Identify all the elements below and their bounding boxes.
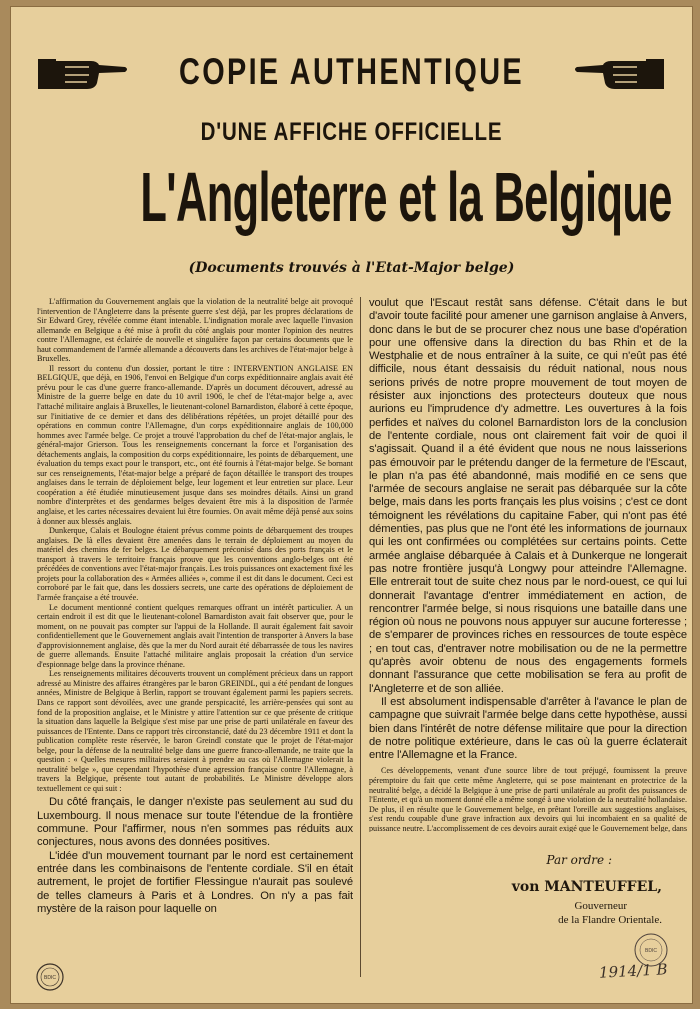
paragraph: Les renseignements militaires découverts trouvent un complément précieux dans un rapport adressé au Ministre des affaires étrangères par le baron GREINDL, qui a été pendant de longues années, Ministre de Belgique à Berlin, rapport se trouvant également parmi les papiers secrets. Dans ce rapport sont dévoilées, avec une grande perspicacité, les arrière-pensées qui sont au fond de la proposition anglaise, et le Ministre y attire l'attention sur ce que présente de critique la situation dans laquelle la Belgique s'est mise par une prise de parti unilatérale en faveur des puissances de l'Entente. Dans ce rapport très circonstancié, daté du 23 décembre 1911 et dont la publication complète reste réservée, le baron Greindl constate que le projet de l'état-major belge, pour la défense de la neutralité belge dans une guerre franco-allemande, ne traite que la question : « Quelles mesures militaires seraient à prendre au cas où l'Allemagne violerait la neutralité belge », que cependant l'hypothèse d'une agression française contre l'Allemagne, à travers la Belgique, présente tout autant de probabilités. Le Ministre développe alors textuellement ce qui suit :	[37, 669, 353, 793]
paragraph: Il ressort du contenu d'un dossier, portant le titre : INTERVENTION ANGLAISE EN BELGIQUE, que déjà, en 1906, l'envoi en Belgique d'un corps expéditionnaire anglais avait été prévu pour le cas d'une guerre franco-allemande. D'après un document découvert, adressé au Ministre de la guerre belge en date du 10 avril 1906, le chef de l'état-major belge a, avec l'attaché militaire anglais à Bruxelles, le lieutenant-colonel Barnardiston, élaboré à cette époque, sur l'initiative de ce dernier et dans des délibérations répétées, un projet détaillé pour des opérations en commun contre l'Allemagne, d'un corps expéditionnaire anglais de 100,000 hommes avec l'armée belge. Ce projet a trouvé l'approbation du chef de l'état-major anglais, le général-major Grierson. Tous les renseignements concernant la force et l'organisation des détachements anglais, la composition du corps expéditionnaire, les points de débarquement, une évaluation du temps exact pour le transport, etc., ont été fournis à l'état-major belge. Se bornant sur ces renseignements, l'état-major belge a préparé de façon détaillée le transport des troupes anglaises dans le terrain de déploiement belge, leur logement et leur entretien sur place. Leur coopération a été étudiée minutieusement jusque dans ses moindres détails. Ainsi un grand nombre d'interprètes et des gendarmes belges devaient être mis à la disposition de l'armée anglaise, et les cartes nécessaires devaient lui être fournies. On avait même déjà pensé aux soins à donner aux blessés anglais.	[37, 363, 353, 526]
quoted-paragraph: Il est absolument indispensable d'arrêter à l'avance le plan de campagne que suivrait l'armée belge dans cette hypothèse, aussi bien dans l'intérêt de notre défense militaire que pour la direction de notre politique extérieure, dans le cas où la guerre éclaterait entre l'Allemagne et la France.	[369, 695, 687, 762]
quoted-paragraph: L'idée d'un mouvement tournant par le nord est certainement entrée dans les combinaisons de l'entente cordiale. S'il en était autrement, le projet de fortifier Flessingue n'aurait pas soulevé de telles clameurs à Paris et à Londres. On n'y a pas fait mystère de la raison pour laquelle on	[37, 849, 353, 915]
heading-copie-authentique: COPIE AUTHENTIQUE	[179, 51, 524, 92]
stamp-left-label: BDIC	[44, 975, 56, 981]
archive-handwritten-number: 1914/1 B	[598, 960, 668, 982]
signature-title: Gouverneur	[574, 900, 627, 912]
main-title: L'Angleterre et la Belgique	[140, 158, 672, 236]
signature-order: Par ordre :	[546, 853, 612, 867]
poster	[11, 7, 692, 1003]
heading-affiche-officielle: D'UNE AFFICHE OFFICIELLE	[200, 118, 503, 146]
right-column	[369, 297, 687, 832]
paragraph: Le document mentionné contient quelques remarques offrant un intérêt particulier. A un certain endroit il est dit que le lieutenant-colonel Barnardiston avait fait observer que, pour le moment, on ne pouvait pas compter sur l'appui de la Hollande. Il aurait également fait savoir confidentiellement que le Gouvernement anglais avait l'intention de transporter à Anvers la base d'approvisionnement anglaise, dès que la mer du Nord aurait été débarrassée de tous les navires de guerre allemands. Ensuite l'attaché militaire anglais proposait la création d'un service d'espionnage belge dans la province rhénane.	[37, 602, 353, 669]
paragraph: Dunkerque, Calais et Boulogne étaient prévus comme points de débarquement des troupes anglaises. De là elles devaient être amenées dans le terrain de déploiement au moyen du matériel des chemins de fer belges. Le débarquement préconisé dans des ports français et le transport à travers le territoire français prouve que les conventions anglo-belges ont été précédées de conventions avec l'état-major français. Les trois puissances ont exactement fixé les projets pour la collaboration des « Armées alliées », comme il est dit dans le document. Ceci est corroboré par le fait que, dans les dossiers secrets, une carte des opérations de déploiement de l'armée française a été trouvée.	[37, 526, 353, 602]
library-stamp-left	[35, 962, 65, 992]
quoted-paragraph: Du côté français, le danger n'existe pas seulement au sud du Luxembourg. Il nous menace sur toute l'étendue de la frontière commune. Pour l'affirmer, nous n'en sommes pas réduits aux conjectures, nous avons des données positives.	[37, 796, 353, 849]
left-column	[37, 297, 353, 977]
stamp-right-label: BDIC	[645, 948, 657, 954]
signature-region: de la Flandre Orientale.	[558, 914, 662, 926]
paragraph: Ces développements, venant d'une source libre de tout préjugé, fournissent la preuve péremptoire du fait que cette même Angleterre, qui se pose maintenant en protectrice de la neutralité belge, a décidé la Belgique à une prise de parti unilatérale au profit des puissances de l'Entente, et qu'à un moment donné elle a même songé à une violation de la neutralité hollandaise. De plus, il en résulte que le Gouvernement belge, en prêtant l'oreille aux suggestions anglaises, s'est rendu coupable d'une grave infraction aux devoirs qui lui incombaient en sa qualité de puissance neutre. L'accomplissement de ces devoirs aurait exigé que le Gouvernement belge, dans	[369, 766, 687, 832]
quoted-paragraph: voulut que l'Escaut restât sans défense. C'était dans le but d'avoir toute facilité pour amener une garnison anglaise à Anvers, donc dans le but de se procurer chez nous une base d'opération pour une offensive dans la direction du bas Rhin et de la Westphalie et de nous entraîner à la suite, ce qui n'eût pas été difficile, nous étant dessaisis du réduit national, nous nous serions privés de notre propre mouvement de tout moyen de résister aux injonctions des protecteurs douteux que nous aurions eu l'imprudence d'y admettre. Les ouvertures à la fois perfides et naïves du colonel Barnardiston lors de la conclusion de l'entente cordiale, nous ont clairement fait voir de quoi il s'agissait. Quand il a été évident que nous ne nous laisserions pas émouvoir par le prétendu danger de la fermeture de l'Escaut, le plan n'a pas été abandonné, mais modifié en ce sens que l'armée de secours anglaise ne serait pas débarquée sur la côte belge, mais dans les ports français les plus voisins ; c'est ce dont témoignent les révélations du capitaine Faber, qui n'ont pas été démenties, pas plus que ne l'ont été les informations de journaux qui les ont confirmées ou complétées sur certains points. Cette armée anglaise débarquée à Calais et à Dunkerque ne longerait pas notre frontière jusqu'à Longwy pour atteindre l'Allemagne. Elle entrerait tout de suite chez nous par le nord-ouest, ce qui lui donnerait l'avantage d'entrer immédiatement en action, de rencontrer l'armée belge, si nous risquions une bataille dans une région où nous ne pouvons nous appuyer sur aucune forteresse ; de s'emparer de provinces riches en ressources de toute espèce ; en tout cas, d'entraver notre mobilisation ou de ne la permettre qu'après avoir obtenu de nous des engagements formels donnant l'assurance que cette mobilisation se fera au profit de l'Angleterre et de son alliée.	[369, 297, 687, 695]
subtitle: (Documents trouvés à l'Etat-Major belge)	[188, 260, 515, 276]
paragraph: L'affirmation du Gouvernement anglais que la violation de la neutralité belge ait provoqué l'intervention de l'Angleterre dans la présente guerre s'est déjà, par les propres déclarations de Sir Edward Grey, révélée comme étant intenable. L'indignation morale avec laquelle l'invasion allemande en Belgique a été mise à profit du côté anglais pour monter l'opinion des neutres contre l'Allemagne, est éclairée de nouvelle et singulière façon par certains documents que le haut commandement de l'armée allemande a découverts dans les archives de l'état-major belge à Bruxelles.	[37, 297, 353, 364]
signature-name: von MANTEUFFEL,	[511, 879, 662, 895]
column-divider	[360, 297, 361, 977]
